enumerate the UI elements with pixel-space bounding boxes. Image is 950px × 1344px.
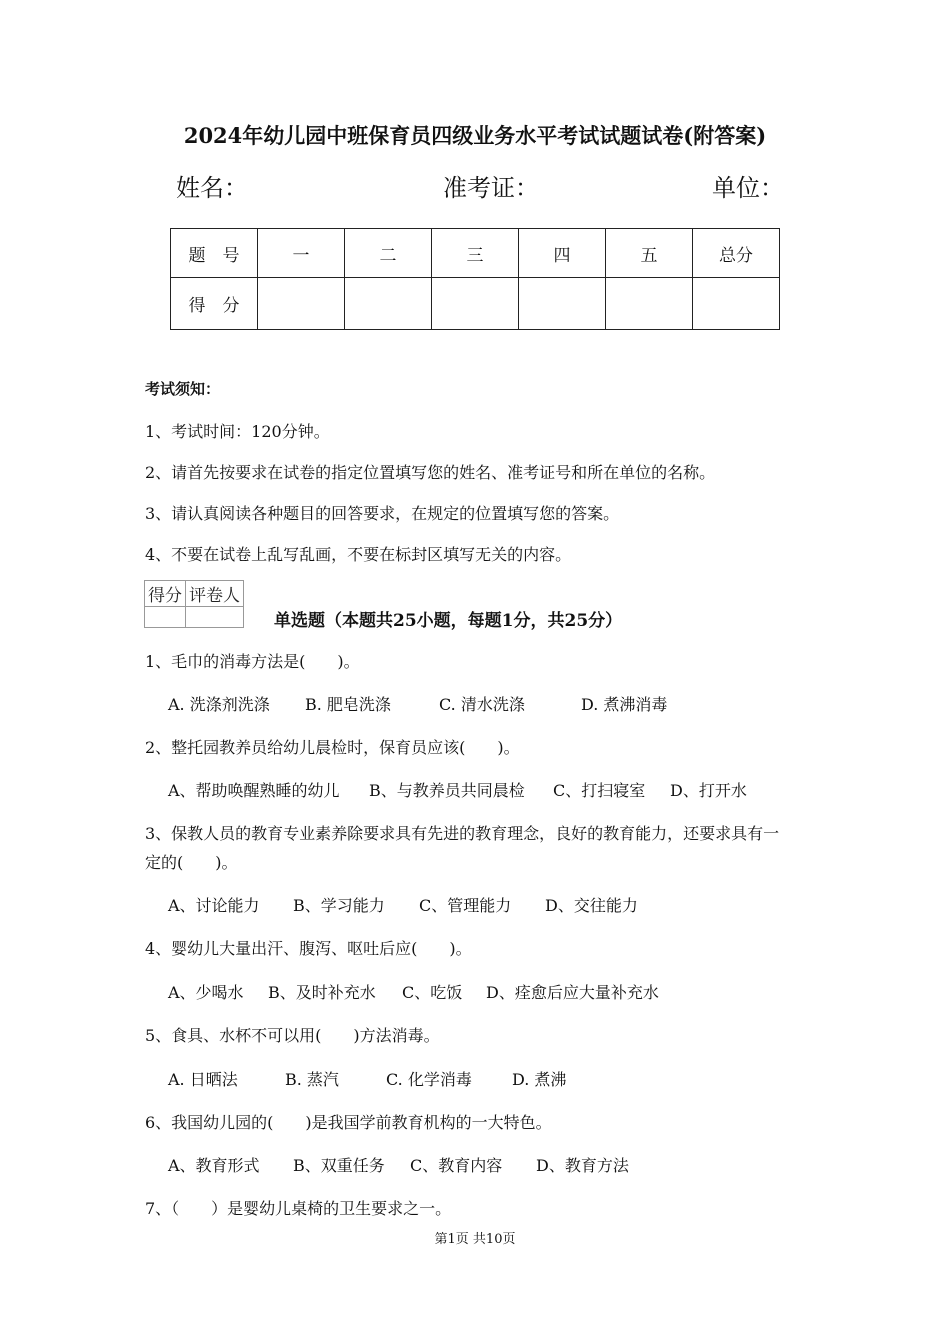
question-stem: 2、整托园教养员给幼儿晨检时，保育员应该( )。	[145, 738, 520, 757]
score-cell[interactable]	[693, 278, 780, 330]
name-label: 姓名：	[176, 174, 248, 202]
question-options	[168, 1153, 629, 1176]
score-cell[interactable]	[432, 278, 519, 330]
option: B. 蒸汽	[285, 1070, 339, 1089]
unit-label: 单位：	[712, 174, 784, 202]
notice-item: 4、不要在试卷上乱写乱画，不要在标封区填写无关的内容。	[145, 545, 572, 564]
option: D、打开水	[670, 781, 747, 800]
option: C、打扫寝室	[553, 781, 646, 800]
option: D、交往能力	[545, 896, 638, 915]
score-cell[interactable]	[606, 278, 693, 330]
notice-item: 3、请认真阅读各种题目的回答要求，在规定的位置填写您的答案。	[145, 504, 620, 523]
option: B、双重任务	[293, 1156, 385, 1175]
option: C、教育内容	[410, 1156, 503, 1175]
question-stem: 7、（ ）是婴幼儿桌椅的卫生要求之一。	[145, 1199, 452, 1218]
grader-reviewer-cell[interactable]	[186, 607, 244, 628]
score-row-label: 得 分	[171, 278, 258, 330]
grader-score-cell[interactable]	[145, 607, 186, 628]
option: D. 煮沸消毒	[581, 695, 668, 714]
grader-score-label: 得分	[145, 581, 186, 607]
score-table	[170, 228, 780, 330]
question-stem: 5、食具、水杯不可以用( )方法消毒。	[145, 1026, 440, 1045]
option: B、学习能力	[293, 896, 385, 915]
grader-box	[144, 580, 244, 628]
option: B、与教养员共同晨检	[369, 781, 525, 800]
option: B、及时补充水	[268, 983, 376, 1002]
score-header-cell: 一	[258, 229, 345, 278]
question-stem-continued: 定的( )。	[145, 853, 238, 872]
notice-heading: 考试须知：	[145, 380, 221, 398]
question-options	[168, 778, 747, 801]
option: C. 化学消毒	[386, 1070, 472, 1089]
notice-item: 2、请首先按要求在试卷的指定位置填写您的姓名、准考证号和所在单位的名称。	[145, 463, 716, 482]
score-table-score-row	[171, 278, 780, 330]
grader-reviewer-label: 评卷人	[186, 581, 244, 607]
option: A、讨论能力	[168, 896, 260, 915]
notice-item: 1、考试时间：120分钟。	[145, 422, 330, 441]
question-options	[168, 1067, 566, 1090]
option: D、痊愈后应大量补充水	[486, 983, 659, 1002]
exam-id-label: 准考证：	[443, 174, 539, 202]
option: A. 洗涤剂洗涤	[168, 695, 270, 714]
page-title: 2024年幼儿园中班保育员四级业务水平考试试题试卷(附答案)	[183, 123, 767, 148]
option: A、帮助唤醒熟睡的幼儿	[168, 781, 340, 800]
score-header-cell: 总分	[693, 229, 780, 278]
section-title: 单选题（本题共25小题，每题1分，共25分）	[274, 611, 623, 631]
score-cell[interactable]	[258, 278, 345, 330]
option: A、少喝水	[168, 983, 244, 1002]
question-stem: 6、我国幼儿园的( )是我国学前教育机构的一大特色。	[145, 1113, 552, 1132]
option: D. 煮沸	[512, 1070, 567, 1089]
score-cell[interactable]	[345, 278, 432, 330]
question-options	[168, 692, 667, 715]
question-stem: 4、婴幼儿大量出汗、腹泻、呕吐后应( )。	[145, 939, 472, 958]
score-header-cell: 五	[606, 229, 693, 278]
score-header-cell: 三	[432, 229, 519, 278]
option: A. 日晒法	[168, 1070, 238, 1089]
option: C. 清水洗涤	[439, 695, 525, 714]
score-header-cell: 二	[345, 229, 432, 278]
option: C、吃饭	[402, 983, 463, 1002]
option: D、教育方法	[536, 1156, 629, 1175]
option: A、教育形式	[168, 1156, 260, 1175]
option: C、管理能力	[419, 896, 512, 915]
score-cell[interactable]	[519, 278, 606, 330]
question-options	[168, 893, 638, 916]
score-header-cell: 题 号	[171, 229, 258, 278]
page-footer: 第1页 共10页	[434, 1232, 516, 1247]
question-stem: 3、保教人员的教育专业素养除要求具有先进的教育理念，良好的教育能力，还要求具有一	[145, 824, 780, 843]
question-stem: 1、毛巾的消毒方法是( )。	[145, 652, 360, 671]
question-options	[168, 980, 659, 1003]
score-table-header-row	[171, 229, 780, 278]
score-header-cell: 四	[519, 229, 606, 278]
option: B. 肥皂洗涤	[305, 695, 391, 714]
